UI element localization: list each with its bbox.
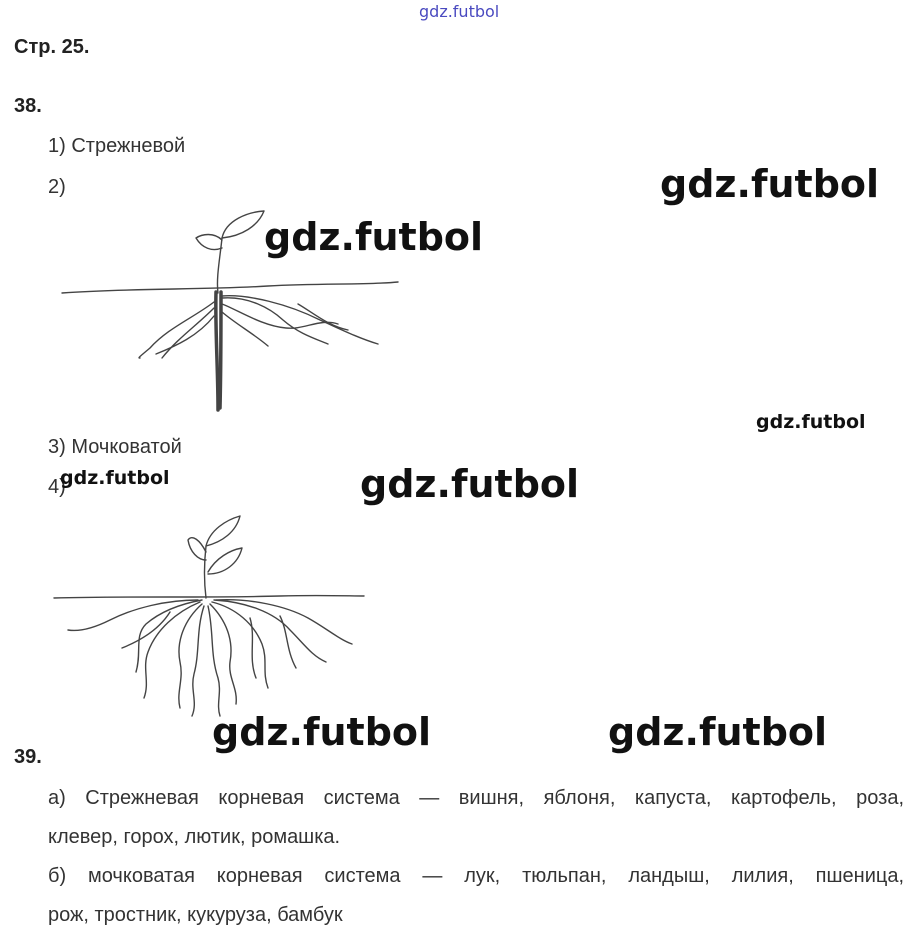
watermark-text: gdz.futbol [264,215,484,259]
top-watermark: gdz.futbol [419,2,500,21]
task-39-number: 39. [14,746,42,768]
task-38-item-4: 4) [48,476,66,498]
task-38-item-2: 2) [48,176,66,198]
task-38-item-1: 1) Стрежневой [48,135,186,157]
task-39-b-line-2: рож, тростник, кукуруза, бамбук [48,904,343,926]
task-39-b-line-1: б) мочковатая корневая система — лук, тюльпан, ландыш, лилия, пшеница, [48,865,904,887]
task-38-item-3: 3) Мочковатой [48,436,182,458]
task-38-number: 38. [14,95,42,117]
watermark-text: gdz.futbol [360,462,580,506]
watermark-text: gdz.futbol [608,710,828,754]
watermark-text: gdz.futbol [60,467,170,489]
fibrous-root-plant-sketch-icon [50,512,370,722]
task-39-a-line-2: клевер, горох, лютик, ромашка. [48,826,341,848]
watermark-text: gdz.futbol [660,162,880,206]
page-label: Стр. 25. [14,36,90,58]
watermark-text: gdz.futbol [756,411,866,433]
watermark-text: gdz.futbol [212,710,432,754]
task-39-a-line-1: а) Стрежневая корневая система — вишня, яблоня, капуста, картофель, роза, [48,787,904,809]
